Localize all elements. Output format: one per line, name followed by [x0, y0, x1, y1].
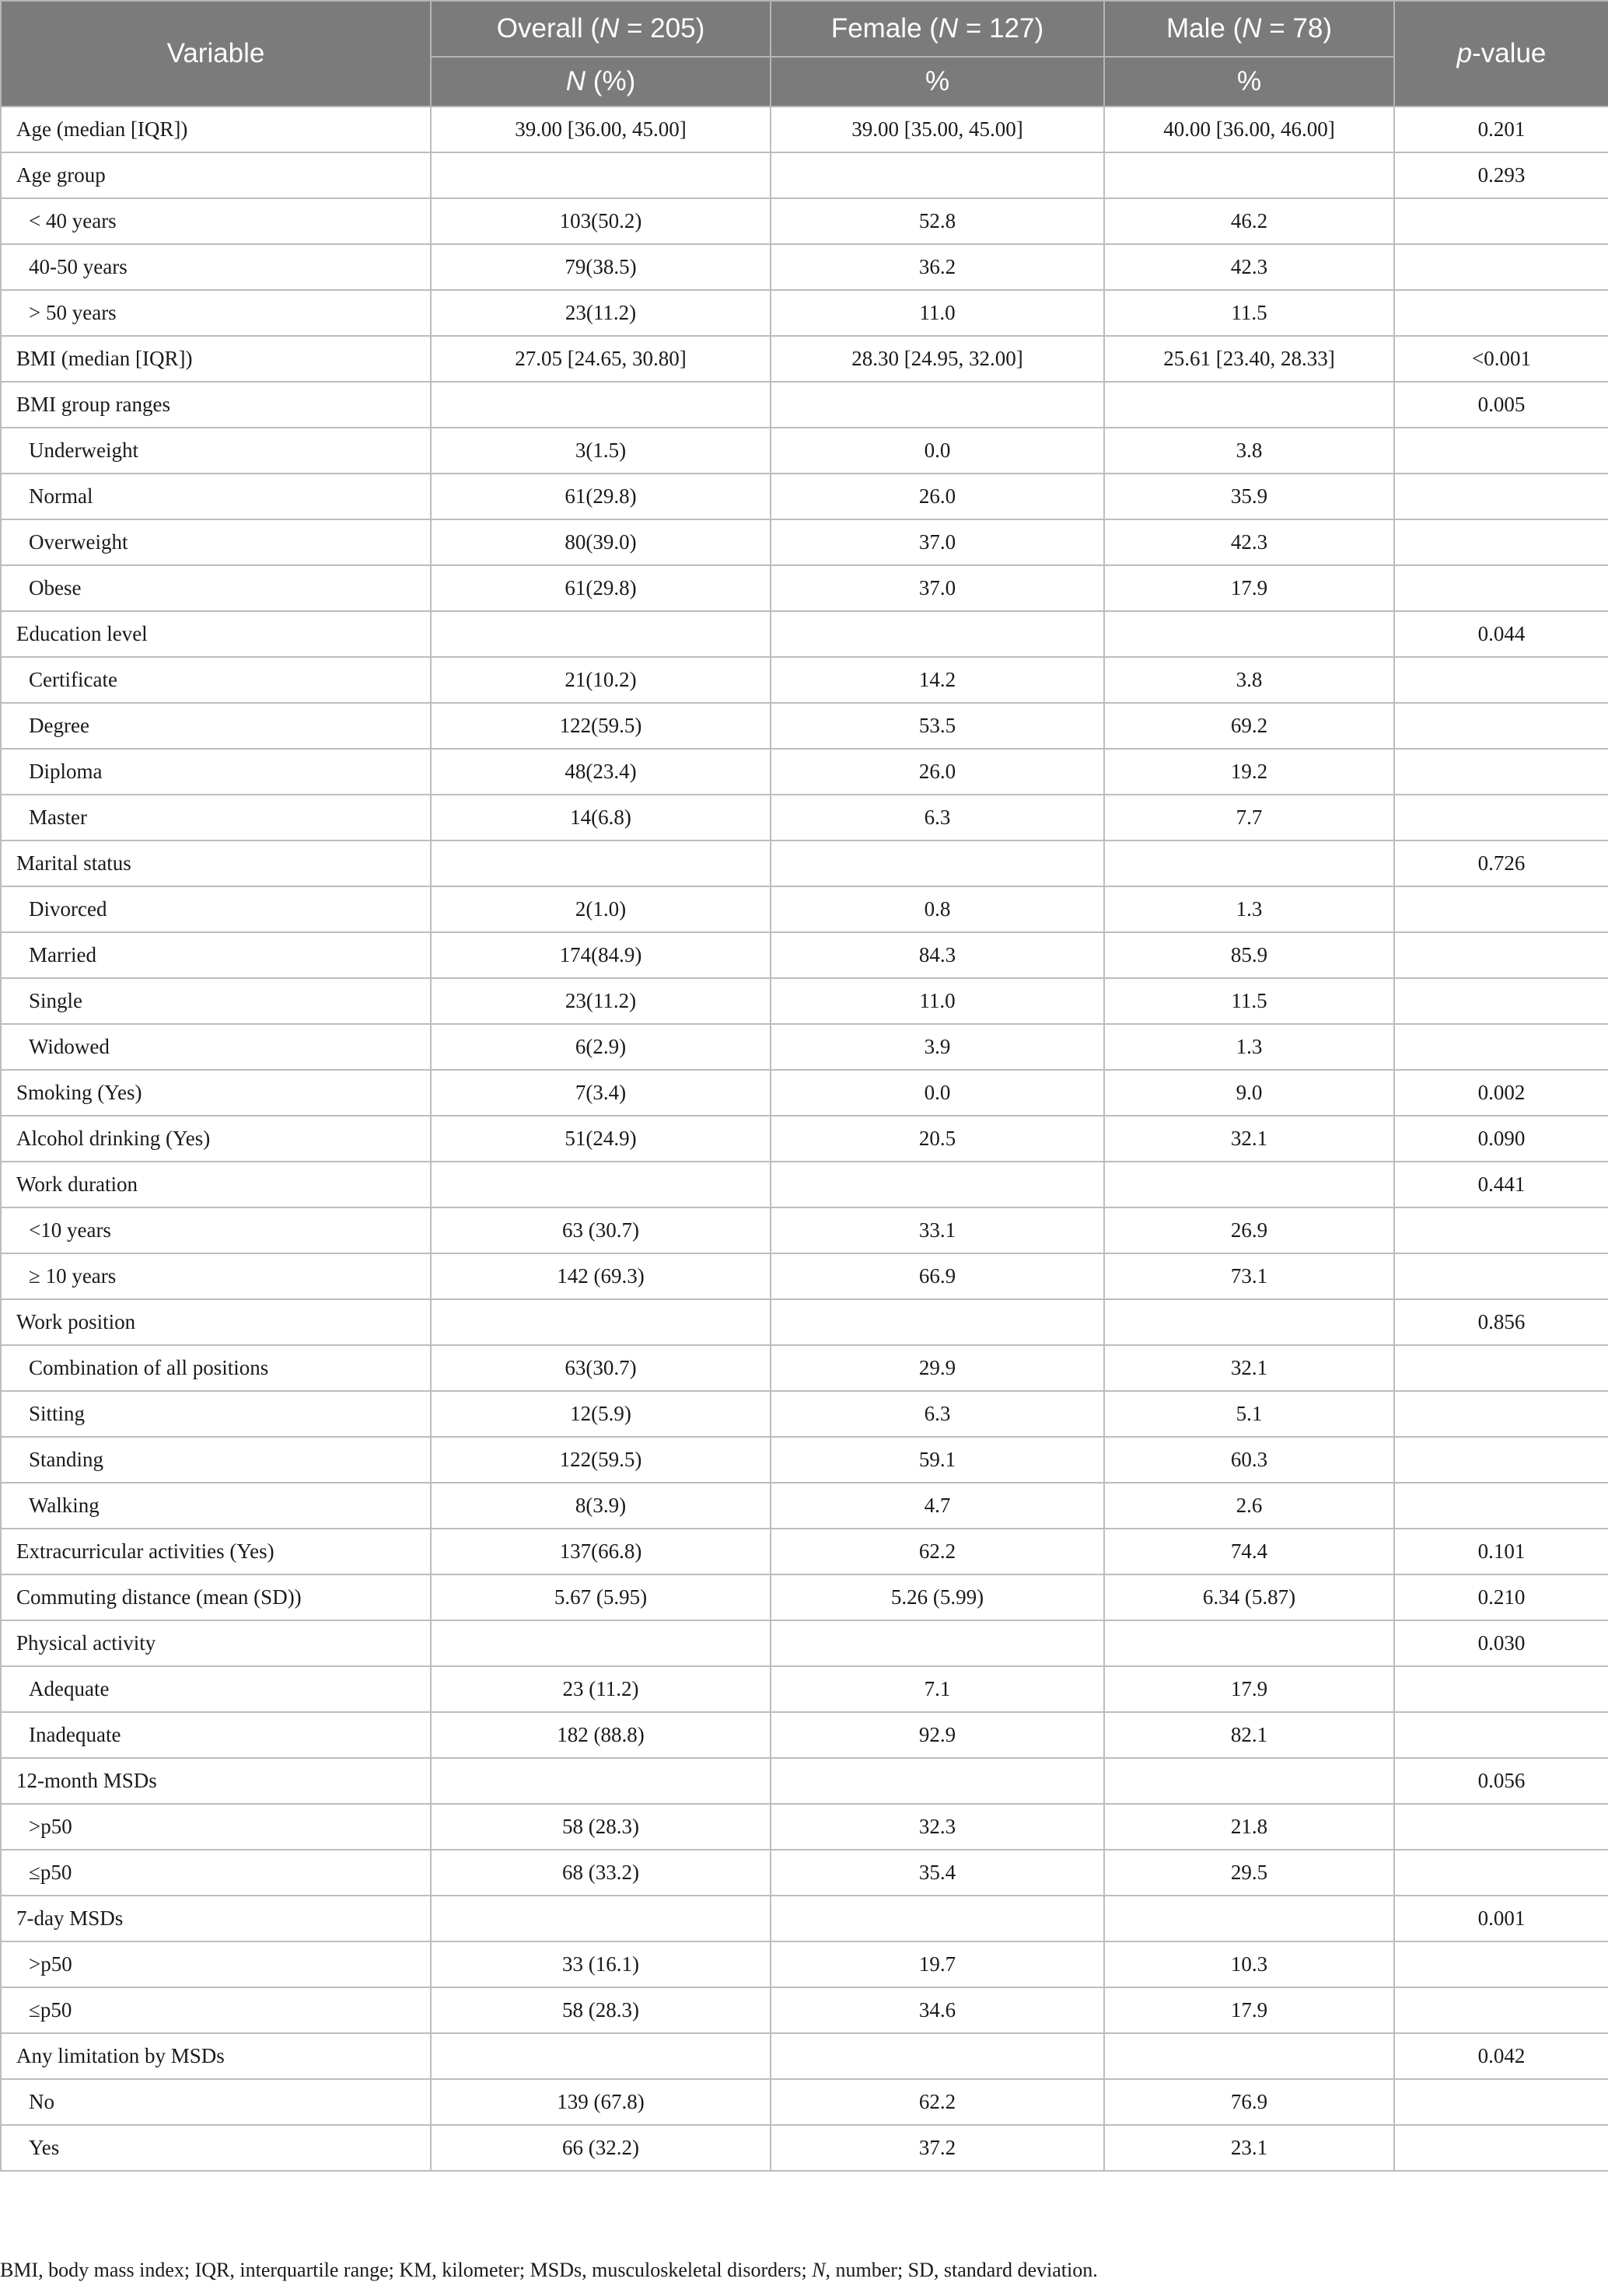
cell-female: 26.0 — [771, 749, 1104, 795]
cell-male: 25.61 [23.40, 28.33] — [1104, 336, 1394, 382]
cell-female: 33.1 — [771, 1207, 1104, 1253]
cell-overall: 48(23.4) — [431, 749, 771, 795]
cell-female: 6.3 — [771, 795, 1104, 840]
table-row — [1, 1116, 1608, 1162]
cell-male: 11.5 — [1104, 290, 1394, 336]
table-row — [1, 886, 1608, 932]
cell-variable: Obese — [1, 565, 431, 611]
cell-p-value: 0.293 — [1394, 152, 1608, 198]
cell-p-value — [1394, 749, 1608, 795]
header-variable: Variable — [1, 1, 431, 107]
cell-p-value: 0.201 — [1394, 107, 1608, 152]
cell-male: 17.9 — [1104, 1987, 1394, 2033]
table-row — [1, 1024, 1608, 1070]
table-row — [1, 978, 1608, 1024]
cell-male: 32.1 — [1104, 1345, 1394, 1391]
cell-female — [771, 1758, 1104, 1804]
table-row — [1, 1941, 1608, 1987]
cell-female: 0.0 — [771, 428, 1104, 474]
cell-overall: 23(11.2) — [431, 978, 771, 1024]
cell-variable: BMI group ranges — [1, 382, 431, 428]
cell-overall: 27.05 [24.65, 30.80] — [431, 336, 771, 382]
cell-overall: 23 (11.2) — [431, 1666, 771, 1712]
table-row — [1, 565, 1608, 611]
cell-male: 2.6 — [1104, 1483, 1394, 1529]
table-footnote: BMI, body mass index; IQR, interquartile range; KM, kilometer; MSDs, musculoskeletal disorders; N, number; SD, standard deviation. — [0, 2259, 1098, 2281]
cell-p-value — [1394, 1024, 1608, 1070]
cell-female: 26.0 — [771, 474, 1104, 519]
cell-male: 23.1 — [1104, 2125, 1394, 2171]
cell-male: 73.1 — [1104, 1253, 1394, 1299]
cell-overall: 79(38.5) — [431, 244, 771, 290]
cell-male: 42.3 — [1104, 519, 1394, 565]
cell-female: 7.1 — [771, 1666, 1104, 1712]
cell-female: 34.6 — [771, 1987, 1104, 2033]
cell-male — [1104, 840, 1394, 886]
subheader-overall: N (%) — [431, 57, 771, 107]
cell-variable: Standing — [1, 1437, 431, 1483]
cell-variable: Adequate — [1, 1666, 431, 1712]
cell-overall: 8(3.9) — [431, 1483, 771, 1529]
cell-p-value — [1394, 1941, 1608, 1987]
cell-variable: Divorced — [1, 886, 431, 932]
cell-variable: Walking — [1, 1483, 431, 1529]
cell-male — [1104, 1299, 1394, 1345]
cell-variable: Underweight — [1, 428, 431, 474]
table-row — [1, 1896, 1608, 1941]
cell-female — [771, 2033, 1104, 2079]
cell-overall — [431, 1299, 771, 1345]
cell-female: 14.2 — [771, 657, 1104, 703]
cell-overall — [431, 1162, 771, 1207]
cell-male — [1104, 382, 1394, 428]
cell-female: 19.7 — [771, 1941, 1104, 1987]
cell-female: 84.3 — [771, 932, 1104, 978]
table-row — [1, 1804, 1608, 1850]
cell-p-value: <0.001 — [1394, 336, 1608, 382]
cell-p-value — [1394, 657, 1608, 703]
cell-male: 9.0 — [1104, 1070, 1394, 1116]
cell-female: 37.2 — [771, 2125, 1104, 2171]
table-row — [1, 1207, 1608, 1253]
cell-variable: Age (median [IQR]) — [1, 107, 431, 152]
cell-overall: 137(66.8) — [431, 1529, 771, 1574]
cell-variable: Physical activity — [1, 1620, 431, 1666]
cell-male: 26.9 — [1104, 1207, 1394, 1253]
cell-p-value — [1394, 1253, 1608, 1299]
cell-p-value — [1394, 290, 1608, 336]
cell-male: 42.3 — [1104, 244, 1394, 290]
cell-male: 85.9 — [1104, 932, 1394, 978]
table-row — [1, 290, 1608, 336]
cell-female: 52.8 — [771, 198, 1104, 244]
cell-variable: Extracurricular activities (Yes) — [1, 1529, 431, 1574]
cell-male: 40.00 [36.00, 46.00] — [1104, 107, 1394, 152]
cell-male — [1104, 611, 1394, 657]
cell-p-value — [1394, 795, 1608, 840]
cell-p-value: 0.042 — [1394, 2033, 1608, 2079]
cell-overall: 61(29.8) — [431, 565, 771, 611]
table-row — [1, 840, 1608, 886]
cell-female: 28.30 [24.95, 32.00] — [771, 336, 1104, 382]
cell-variable: Commuting distance (mean (SD)) — [1, 1574, 431, 1620]
cell-female: 20.5 — [771, 1116, 1104, 1162]
cell-p-value: 0.001 — [1394, 1896, 1608, 1941]
cell-variable: Combination of all positions — [1, 1345, 431, 1391]
cell-p-value — [1394, 1483, 1608, 1529]
cell-female: 92.9 — [771, 1712, 1104, 1758]
cell-female — [771, 611, 1104, 657]
table-row — [1, 428, 1608, 474]
table-row — [1, 152, 1608, 198]
table-row — [1, 1666, 1608, 1712]
cell-female: 11.0 — [771, 978, 1104, 1024]
table-row — [1, 198, 1608, 244]
table-row — [1, 2079, 1608, 2125]
cell-p-value: 0.441 — [1394, 1162, 1608, 1207]
table-header — [1, 1, 1608, 107]
cell-male — [1104, 2033, 1394, 2079]
cell-female: 29.9 — [771, 1345, 1104, 1391]
cell-overall: 2(1.0) — [431, 886, 771, 932]
cell-male: 3.8 — [1104, 657, 1394, 703]
cell-variable: Single — [1, 978, 431, 1024]
table-row — [1, 932, 1608, 978]
cell-female: 37.0 — [771, 519, 1104, 565]
cell-female: 59.1 — [771, 1437, 1104, 1483]
cell-male: 10.3 — [1104, 1941, 1394, 1987]
cell-female: 66.9 — [771, 1253, 1104, 1299]
cell-overall — [431, 840, 771, 886]
cell-p-value — [1394, 703, 1608, 749]
cell-variable: Master — [1, 795, 431, 840]
table-row — [1, 382, 1608, 428]
cell-overall: 63(30.7) — [431, 1345, 771, 1391]
table-row — [1, 1391, 1608, 1437]
cell-variable: Inadequate — [1, 1712, 431, 1758]
cell-variable: Work duration — [1, 1162, 431, 1207]
cell-male: 17.9 — [1104, 565, 1394, 611]
cell-variable: ≥ 10 years — [1, 1253, 431, 1299]
cell-variable: No — [1, 2079, 431, 2125]
cell-variable: < 40 years — [1, 198, 431, 244]
cell-overall: 12(5.9) — [431, 1391, 771, 1437]
cell-variable: Married — [1, 932, 431, 978]
cell-p-value: 0.005 — [1394, 382, 1608, 428]
cell-overall: 66 (32.2) — [431, 2125, 771, 2171]
cell-female — [771, 1896, 1104, 1941]
cell-p-value — [1394, 2125, 1608, 2171]
cell-male: 3.8 — [1104, 428, 1394, 474]
cell-overall: 103(50.2) — [431, 198, 771, 244]
table-row — [1, 611, 1608, 657]
cell-overall: 51(24.9) — [431, 1116, 771, 1162]
cell-female: 35.4 — [771, 1850, 1104, 1896]
cell-male: 60.3 — [1104, 1437, 1394, 1483]
cell-overall: 14(6.8) — [431, 795, 771, 840]
cell-p-value — [1394, 198, 1608, 244]
cell-variable: 12-month MSDs — [1, 1758, 431, 1804]
cell-overall: 33 (16.1) — [431, 1941, 771, 1987]
cell-p-value — [1394, 428, 1608, 474]
cell-overall: 5.67 (5.95) — [431, 1574, 771, 1620]
cell-female: 53.5 — [771, 703, 1104, 749]
cell-p-value: 0.856 — [1394, 1299, 1608, 1345]
cell-female — [771, 382, 1104, 428]
cell-overall: 58 (28.3) — [431, 1804, 771, 1850]
cell-p-value: 0.030 — [1394, 1620, 1608, 1666]
cell-male: 74.4 — [1104, 1529, 1394, 1574]
cell-p-value — [1394, 1712, 1608, 1758]
cell-p-value: 0.726 — [1394, 840, 1608, 886]
cell-female: 3.9 — [771, 1024, 1104, 1070]
table-row — [1, 1987, 1608, 2033]
cell-p-value — [1394, 1804, 1608, 1850]
cell-variable: Alcohol drinking (Yes) — [1, 1116, 431, 1162]
cell-overall — [431, 1896, 771, 1941]
cell-p-value — [1394, 978, 1608, 1024]
cell-male: 69.2 — [1104, 703, 1394, 749]
cell-overall: 3(1.5) — [431, 428, 771, 474]
cell-overall: 139 (67.8) — [431, 2079, 771, 2125]
table-row — [1, 1712, 1608, 1758]
cell-variable: Any limitation by MSDs — [1, 2033, 431, 2079]
table-row — [1, 2125, 1608, 2171]
cell-overall: 68 (33.2) — [431, 1850, 771, 1896]
cell-male: 21.8 — [1104, 1804, 1394, 1850]
cell-p-value — [1394, 1850, 1608, 1896]
table-row — [1, 107, 1608, 152]
cell-male: 1.3 — [1104, 1024, 1394, 1070]
cell-female: 4.7 — [771, 1483, 1104, 1529]
table-row — [1, 1299, 1608, 1345]
cell-overall — [431, 611, 771, 657]
cell-female: 62.2 — [771, 2079, 1104, 2125]
subheader-male: % — [1104, 57, 1394, 107]
cell-variable: Age group — [1, 152, 431, 198]
cell-p-value — [1394, 1987, 1608, 2033]
table-row — [1, 1529, 1608, 1574]
cell-female: 5.26 (5.99) — [771, 1574, 1104, 1620]
cell-p-value — [1394, 1391, 1608, 1437]
cell-variable: Overweight — [1, 519, 431, 565]
cell-male: 11.5 — [1104, 978, 1394, 1024]
cell-variable: 7-day MSDs — [1, 1896, 431, 1941]
cell-female — [771, 152, 1104, 198]
cell-p-value: 0.210 — [1394, 1574, 1608, 1620]
cell-male: 76.9 — [1104, 2079, 1394, 2125]
cell-variable: Work position — [1, 1299, 431, 1345]
cell-variable: Marital status — [1, 840, 431, 886]
cell-female: 11.0 — [771, 290, 1104, 336]
cell-variable: Yes — [1, 2125, 431, 2171]
cell-male: 29.5 — [1104, 1850, 1394, 1896]
cell-p-value: 0.056 — [1394, 1758, 1608, 1804]
cell-female — [771, 840, 1104, 886]
table-row — [1, 1345, 1608, 1391]
table-row — [1, 1162, 1608, 1207]
cell-p-value — [1394, 1666, 1608, 1712]
cell-overall: 39.00 [36.00, 45.00] — [431, 107, 771, 152]
cell-female: 0.0 — [771, 1070, 1104, 1116]
cell-variable: Certificate — [1, 657, 431, 703]
cell-variable: Normal — [1, 474, 431, 519]
table-row — [1, 2033, 1608, 2079]
cell-p-value: 0.090 — [1394, 1116, 1608, 1162]
cell-overall: 174(84.9) — [431, 932, 771, 978]
cell-variable: Sitting — [1, 1391, 431, 1437]
cell-male — [1104, 1620, 1394, 1666]
header-p-value: p-value — [1394, 1, 1608, 107]
cell-female — [771, 1299, 1104, 1345]
cell-female: 6.3 — [771, 1391, 1104, 1437]
cell-male — [1104, 1896, 1394, 1941]
cell-p-value — [1394, 474, 1608, 519]
cell-variable: Education level — [1, 611, 431, 657]
cell-p-value: 0.044 — [1394, 611, 1608, 657]
cell-p-value: 0.002 — [1394, 1070, 1608, 1116]
cell-p-value — [1394, 886, 1608, 932]
table-row — [1, 795, 1608, 840]
cell-variable: Widowed — [1, 1024, 431, 1070]
cell-male: 6.34 (5.87) — [1104, 1574, 1394, 1620]
table-row — [1, 657, 1608, 703]
cell-p-value — [1394, 2079, 1608, 2125]
cell-variable: Smoking (Yes) — [1, 1070, 431, 1116]
table-row — [1, 336, 1608, 382]
cell-male: 19.2 — [1104, 749, 1394, 795]
table-row — [1, 244, 1608, 290]
cell-variable: Degree — [1, 703, 431, 749]
table-row — [1, 519, 1608, 565]
cell-variable: ≤p50 — [1, 1987, 431, 2033]
table-row — [1, 1483, 1608, 1529]
cell-overall — [431, 152, 771, 198]
cell-overall: 23(11.2) — [431, 290, 771, 336]
table-row — [1, 1437, 1608, 1483]
cell-female: 37.0 — [771, 565, 1104, 611]
cell-overall: 80(39.0) — [431, 519, 771, 565]
cell-overall: 182 (88.8) — [431, 1712, 771, 1758]
cell-p-value — [1394, 565, 1608, 611]
cell-overall: 122(59.5) — [431, 1437, 771, 1483]
cell-female: 36.2 — [771, 244, 1104, 290]
cell-female: 39.00 [35.00, 45.00] — [771, 107, 1104, 152]
cell-male: 17.9 — [1104, 1666, 1394, 1712]
cell-variable: Diploma — [1, 749, 431, 795]
cell-overall: 142 (69.3) — [431, 1253, 771, 1299]
cell-overall — [431, 382, 771, 428]
cell-p-value: 0.101 — [1394, 1529, 1608, 1574]
table-row — [1, 1620, 1608, 1666]
cell-female: 62.2 — [771, 1529, 1104, 1574]
cell-overall: 122(59.5) — [431, 703, 771, 749]
cell-p-value — [1394, 1345, 1608, 1391]
cell-p-value — [1394, 519, 1608, 565]
cell-p-value — [1394, 1207, 1608, 1253]
cell-male: 5.1 — [1104, 1391, 1394, 1437]
cell-overall: 21(10.2) — [431, 657, 771, 703]
cell-male: 35.9 — [1104, 474, 1394, 519]
cell-female — [771, 1162, 1104, 1207]
cell-male: 1.3 — [1104, 886, 1394, 932]
table-body — [1, 107, 1608, 2171]
cell-variable: 40-50 years — [1, 244, 431, 290]
header-male: Male (N = 78) — [1104, 1, 1394, 57]
cell-male: 46.2 — [1104, 198, 1394, 244]
table-row — [1, 1574, 1608, 1620]
cell-p-value — [1394, 932, 1608, 978]
table-row — [1, 474, 1608, 519]
cell-overall: 63 (30.7) — [431, 1207, 771, 1253]
cell-overall: 7(3.4) — [431, 1070, 771, 1116]
cell-overall — [431, 2033, 771, 2079]
cell-male: 32.1 — [1104, 1116, 1394, 1162]
cell-female: 32.3 — [771, 1804, 1104, 1850]
cell-male — [1104, 152, 1394, 198]
subheader-female: % — [771, 57, 1104, 107]
cell-overall: 58 (28.3) — [431, 1987, 771, 2033]
table-row — [1, 1253, 1608, 1299]
table-row — [1, 703, 1608, 749]
cell-female — [771, 1620, 1104, 1666]
table-row — [1, 1850, 1608, 1896]
cell-variable: >p50 — [1, 1804, 431, 1850]
cell-variable: >p50 — [1, 1941, 431, 1987]
cell-p-value — [1394, 244, 1608, 290]
cell-overall — [431, 1620, 771, 1666]
table-row — [1, 1070, 1608, 1116]
cell-overall — [431, 1758, 771, 1804]
header-female: Female (N = 127) — [771, 1, 1104, 57]
header-overall: Overall (N = 205) — [431, 1, 771, 57]
cell-variable: > 50 years — [1, 290, 431, 336]
cell-variable: <10 years — [1, 1207, 431, 1253]
cell-overall: 6(2.9) — [431, 1024, 771, 1070]
cell-male: 82.1 — [1104, 1712, 1394, 1758]
cell-female: 0.8 — [771, 886, 1104, 932]
table-row — [1, 749, 1608, 795]
cell-overall: 61(29.8) — [431, 474, 771, 519]
cell-p-value — [1394, 1437, 1608, 1483]
cell-male — [1104, 1162, 1394, 1207]
cell-male: 7.7 — [1104, 795, 1394, 840]
cell-variable: BMI (median [IQR]) — [1, 336, 431, 382]
cell-variable: ≤p50 — [1, 1850, 431, 1896]
table-row — [1, 1758, 1608, 1804]
cell-male — [1104, 1758, 1394, 1804]
